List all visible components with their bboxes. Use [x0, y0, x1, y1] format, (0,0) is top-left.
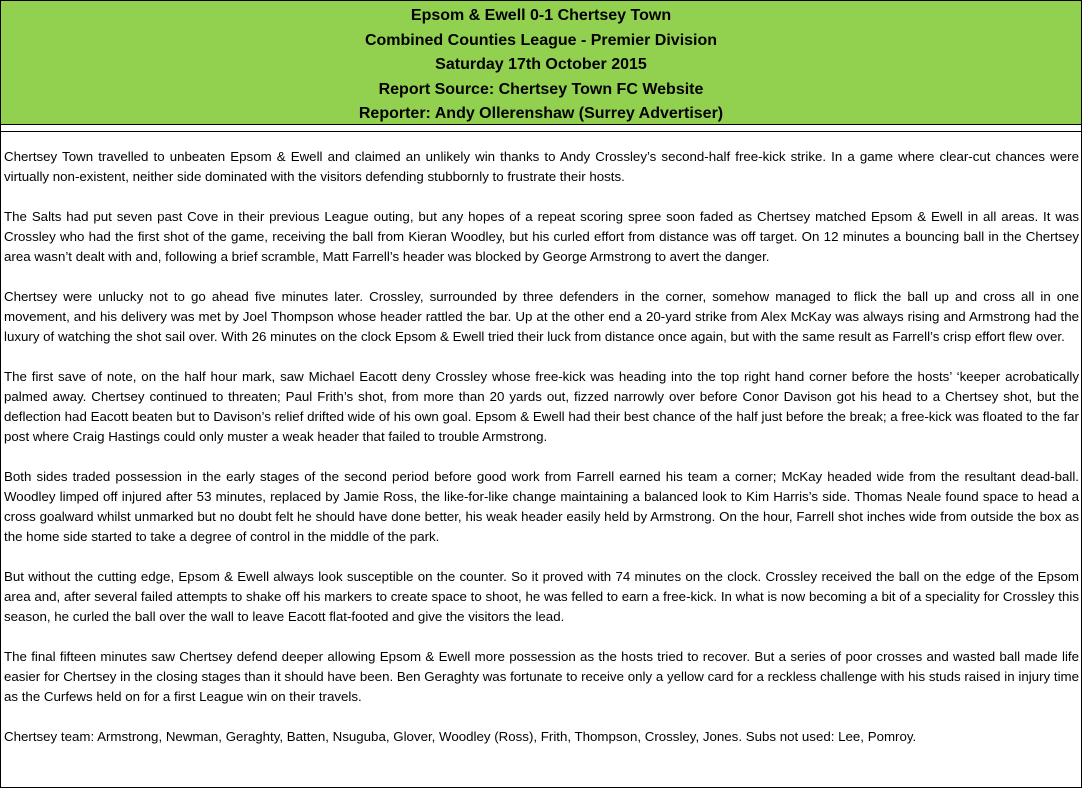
match-title: Epsom & Ewell 0-1 Chertsey Town [410, 7, 672, 24]
match-report-body [4, 147, 1079, 747]
report-paragraph-6: But without the cutting edge, Epsom & Ewell always look susceptible on the counter. So it proved with 74 minutes on the clock. Crossley received the ball on the edge of the Epsom area and, after several failed attempts to shake off his markers to create space to shoot, he was felled to earn a free-kick. In what is now becoming a bit of a speciality for Crossley this season, he curled the ball over the wall to leave Eacott flat-footed and give the visitors the lead. [4, 569, 1079, 624]
report-source: Report Source: Chertsey Town FC Website [378, 80, 704, 98]
report-paragraph-2: The Salts had put seven past Cove in their previous League outing, but any hopes of a repeat scoring spree soon faded as Chertsey matched Epsom & Ewell in all areas. It was Crossley who had the first shot of the game, receiving the ball from Kieran Woodley, but his curled effort from distance was off target. On 12 minutes a bouncing ball in the Chertsey area wasn’t dealt with and, following a brief scramble, Matt Farrell’s header was blocked by George Armstrong to avert the danger. [4, 209, 1079, 264]
report-paragraph-7: The final fifteen minutes saw Chertsey defend deeper allowing Epsom & Ewell more possession as the hosts tried to recover. But a series of poor crosses and wasted ball made life easier for Chertsey in the closing stages than it should have been. Ben Geraghty was fortunate to receive only a yellow card for a reckless challenge with his studs raised in injury time as the Curfews held on for a first League win on their travels. [4, 649, 1079, 704]
team-lineup: Chertsey team: Armstrong, Newman, Geraghty, Batten, Nsuguba, Glover, Woodley (Ross), Frith, Thompson, Crossley, Jones. Subs not used: Lee, Pomroy. [4, 729, 917, 744]
report-paragraph-1: Chertsey Town travelled to unbeaten Epsom & Ewell and claimed an unlikely win thanks to Andy Crossley’s second-half free-kick strike. In a game where clear-cut chances were virtually non-existent, neither side dominated with the visitors defending stubbornly to frustrate their hosts. [4, 149, 1079, 184]
match-date: Saturday 17th October 2015 [435, 56, 647, 73]
match-header [1, 1, 1081, 125]
report-paragraph-3: Chertsey were unlucky not to go ahead five minutes later. Crossley, surrounded by three defenders in the corner, somehow managed to flick the ball up and cross all in one movement, and his delivery was met by Joel Thompson whose header rattled the bar. Up at the other end a 20-yard strike from Alex McKay was always rising and Armstrong had the luxury of watching the shot sail over. With 26 minutes on the clock Epsom & Ewell tried their luck from distance once again, but with the same result as Farrell’s crisp effort flew over. [4, 289, 1079, 344]
reporter-name: Reporter: Andy Ollerenshaw (Surrey Advertiser) [358, 105, 724, 122]
competition-name: Combined Counties League - Premier Division [364, 31, 718, 49]
report-paragraph-5: Both sides traded possession in the early stages of the second period before good work from Farrell earned his team a corner; McKay headed wide from the resultant dead-ball. Woodley limped off injured after 53 minutes, replaced by Jamie Ross, the like-for-like change maintaining a balanced look to Kim Harris’s side. Thomas Neale found space to head a cross goalward whilst unmarked but no doubt felt he should have done better, his weak header easily held by Armstrong. On the hour, Farrell shot inches wide from outside the box as the home side started to take a degree of control in the middle of the park. [4, 469, 1079, 544]
header-divider [1, 125, 1081, 132]
report-paragraph-4: The first save of note, on the half hour mark, saw Michael Eacott deny Crossley whose free-kick was heading into the top right hand corner before the hosts’ ‘keeper acrobatically palmed away. Chertsey continued to threaten; Paul Frith’s shot, from more than 20 yards out, fizzed narrowly over before Conor Davison got his head to a Chertsey shot, but the deflection had Eacott beaten but to Davison’s relief drifted wide of his own goal. Epsom & Ewell had their best chance of the half just before the break; a free-kick was floated to the far post where Craig Hastings could only muster a weak header that failed to trouble Armstrong. [4, 369, 1079, 444]
